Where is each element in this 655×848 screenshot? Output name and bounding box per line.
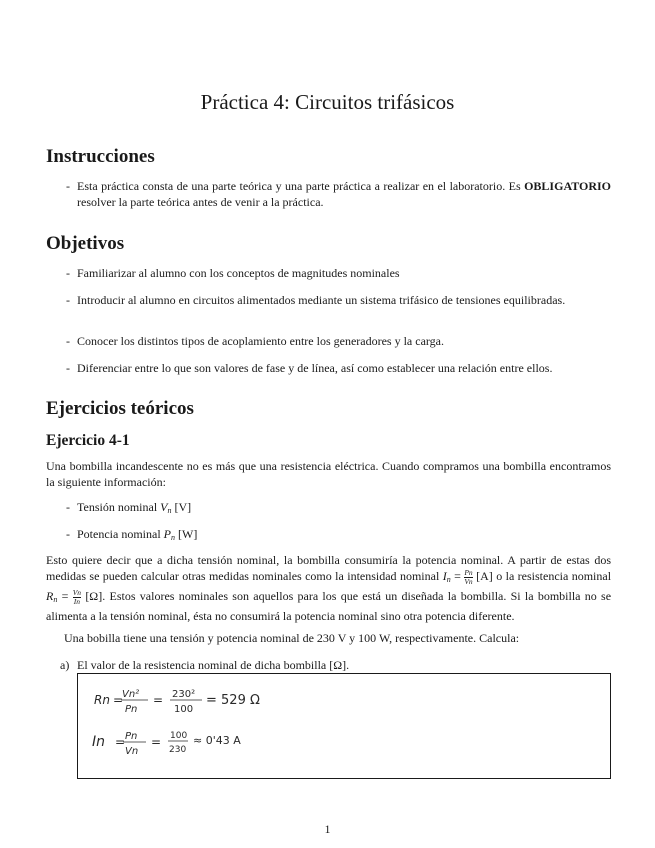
hw-result: = 529 Ω [206,693,260,708]
paragraph-intro: Una bombilla incandescente no es más que una resistencia eléctrica. Cuando compramos una bombilla encontramos la siguiente información: [46,459,611,489]
unit-a: [A] [476,569,493,583]
hw-eq: = [151,735,162,749]
instrucciones-text-after: resolver la parte teórica antes de venir a la práctica. [77,195,324,209]
heading-objetivos: Objetivos [46,233,125,254]
symbol-in-sub: n [446,575,451,584]
list-item-tension [66,499,611,519]
paragraph-bombilla: Una bobilla tiene una tensión y potencia nominal de 230 V y 100 W, respectivamente. Calcula: [64,631,520,645]
hw-frac-den: 230 [169,745,187,755]
hw-result: ≈ 0'43 A [193,734,241,747]
list-item-objetivo-3 [66,333,611,349]
tension-label: Tensión nominal [77,500,158,514]
symbol-pn: P [163,527,171,541]
document-title: Práctica 4: Circuitos trifásicos [200,90,455,114]
list-item-objetivo-1 [66,265,611,281]
hw-frac-num: Vn² [122,689,140,700]
fraction-vn-in [73,589,81,606]
page-number: 1 [324,822,331,836]
potencia-unit: [W] [178,527,198,541]
symbol-vn-sub: n [167,506,172,515]
question-a-label: a) [60,658,70,672]
hw-frac-num: 100 [170,731,188,741]
potencia-label: Potencia nominal [77,527,161,541]
hw-frac-den: Vn [125,746,139,757]
list-item-potencia [66,526,611,546]
symbol-in: I [442,569,447,583]
list-dash: - [66,527,70,541]
para1-text-c: Estos valores nominales son aquellos para los que está un diseñada la bombilla. Si la bombilla no se alimenta a la tensión nominal, ésta no consumirá la potencia nominal sino otra potencia diferente. [46,589,612,623]
instrucciones-text-before: Esta práctica consta de una parte teórica y una parte práctica a realizar en el laboratorio. Es [77,179,521,193]
symbol-rn-sub: n [53,595,58,604]
list-item-instrucciones [66,178,611,210]
hw-eq: = [115,735,126,749]
tension-unit: [V] [174,500,192,514]
paragraph-nominal [46,552,611,624]
hw-frac-num: 230² [172,689,196,700]
symbol-rn: R [46,589,54,603]
heading-instrucciones: Instrucciones [46,146,155,167]
list-dash: - [66,500,70,514]
objetivo-text: Introducir al alumno en circuitos alimentados mediante un sistema trifásico de tensiones equilibradas. [77,293,566,307]
hw-in: In [92,734,106,750]
answer-box[interactable] [77,673,611,779]
list-item-objetivo-4 [66,360,611,376]
objetivo-text: Diferenciar entre lo que son valores de fase y de línea, así como establecer una relación entre ellos. [77,361,553,375]
objetivo-text: Conocer los distintos tipos de acoplamiento entre los generadores y la carga. [77,334,445,348]
hw-frac-den: 100 [174,704,194,715]
symbol-vn: V [160,500,168,514]
fraction-pn-vn [464,569,472,586]
frac-den: Vn [464,576,473,586]
frac-den: In [73,596,80,606]
unit-ohm: [Ω]. [85,589,106,603]
list-item-objetivo-2 [66,292,611,308]
question-a [60,657,611,673]
hw-frac-den: Pn [125,704,138,715]
heading-ejercicio-4-1: Ejercicio 4-1 [46,432,130,449]
frac-num: Pn [464,567,473,577]
heading-ejercicios: Ejercicios teóricos [46,398,194,419]
hw-rn: Rn [94,693,110,707]
objetivo-text: Familiarizar al alumno con los conceptos de magnitudes nominales [77,266,400,280]
symbol-pn-sub: n [171,533,175,542]
list-dash: - [66,334,70,348]
para1-text-b: o la resistencia nominal [496,569,612,583]
list-dash: - [66,179,70,193]
hw-eq: = [113,693,124,707]
question-a-text: El valor de la resistencia nominal de dicha bombilla [Ω]. [77,658,350,672]
list-dash: - [66,361,70,375]
hw-eq: = [153,693,164,707]
frac-num: Vn [72,587,82,597]
hw-frac-num: Pn [125,731,138,742]
list-dash: - [66,266,70,280]
para1-text-a: Esto quiere decir que a dicha tensión nominal, la bombilla consumiría la potencia nominal. A partir de estas dos medidas se pueden calcular otras medidas nominales como la intensidad nominal [46,553,611,583]
equals-sign: = [454,569,461,583]
list-dash: - [66,293,70,307]
handwritten-answer [78,674,610,778]
equals-sign: = [61,589,69,603]
obligatorio-bold: OBLIGATORIO [524,179,612,193]
